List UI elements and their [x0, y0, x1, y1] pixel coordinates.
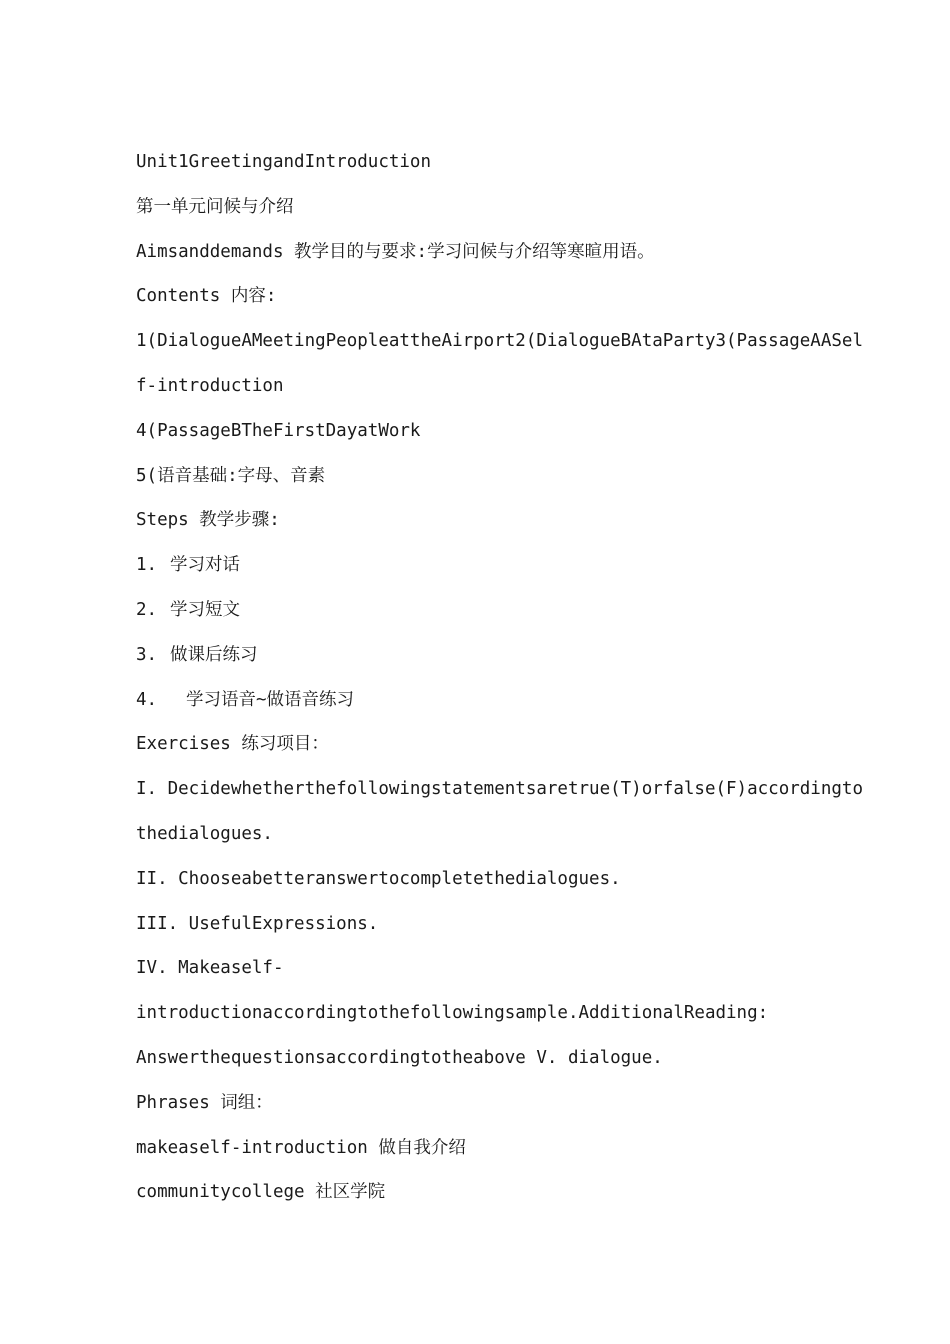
step-text: 学习短文: [170, 599, 240, 620]
step-item: [136, 543, 856, 588]
exercise-4-line-2: introductionaccordingtothefollowingsample.AdditionalReading:: [136, 1003, 769, 1024]
step-number: 1.: [136, 555, 158, 576]
contents-heading: Contents 内容:: [136, 286, 277, 307]
exercise-1-line-2: thedialogues.: [136, 823, 273, 844]
step-number: 4.: [136, 689, 158, 710]
exercise-4-line-1: IV. Makeaself-: [136, 958, 284, 979]
step-text: 做课后练习: [170, 644, 258, 665]
contents-line-1: 1(DialogueAMeetingPeopleattheAirport2(DialogueBAtaParty3(PassageAASel: [136, 331, 863, 352]
contents-line-4: 5(语音基础:字母、音素: [136, 465, 326, 486]
phrases-heading: Phrases 词组：: [136, 1092, 273, 1113]
contents-line-2: f-introduction: [136, 375, 284, 396]
step-item: [136, 588, 856, 633]
step-item: [136, 678, 856, 723]
exercise-1-line-1: I. Decidewhetherthefollowingstatementsaretrue(T)orfalse(F)accordingto: [136, 779, 863, 800]
unit-title: Unit1GreetingandIntroduction: [136, 152, 432, 172]
step-number: 3.: [136, 644, 158, 665]
unit-title-chinese: 第一单元问候与介绍: [136, 196, 294, 217]
step-text: 学习对话: [170, 555, 240, 576]
phrase-1: makeaself-introduction 做自我介绍: [136, 1137, 466, 1158]
step-text: 学习语音~做语音练习: [186, 689, 355, 710]
aims-line: Aimsanddemands 教学目的与要求:学习问候与介绍等寒暄用语。: [136, 241, 655, 262]
step-item: [136, 633, 856, 678]
steps-heading: Steps 教学步骤:: [136, 510, 280, 531]
exercises-heading: Exercises 练习项目：: [136, 734, 329, 755]
exercise-2: II. Chooseabetteranswertocompletethedialogues.: [136, 868, 621, 889]
phrase-2: communitycollege 社区学院: [136, 1182, 386, 1203]
document-page: [136, 140, 863, 1215]
exercise-3: III. UsefulExpressions.: [136, 913, 379, 934]
step-number: 2.: [136, 599, 158, 620]
exercise-5: Answerthequestionsaccordingtotheabove V. dialogue.: [136, 1047, 663, 1068]
contents-line-3: 4(PassageBTheFirstDayatWork: [136, 420, 421, 441]
